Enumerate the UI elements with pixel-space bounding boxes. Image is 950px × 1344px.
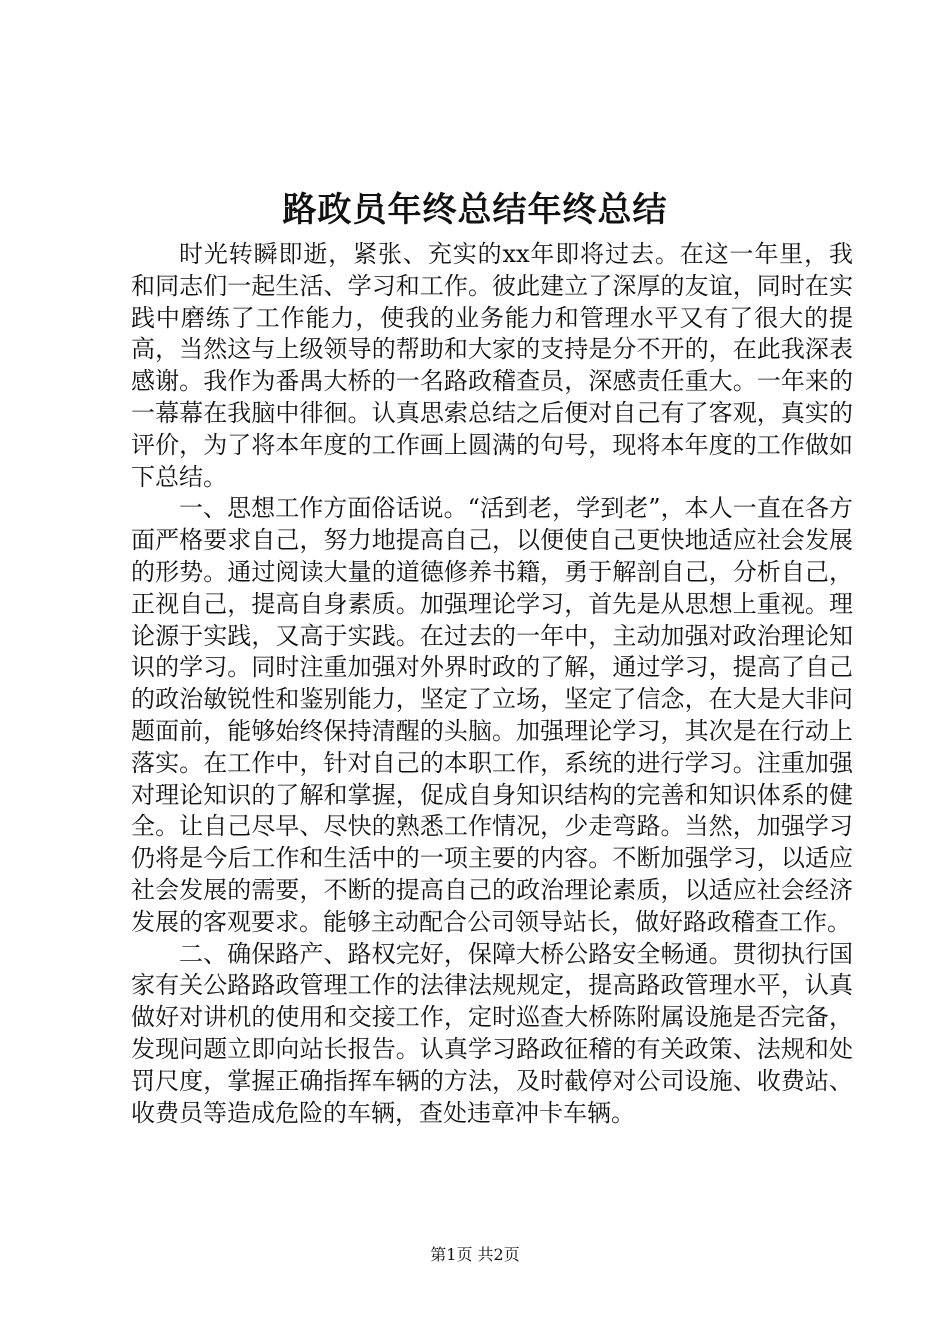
- document-body: [131, 239, 853, 1129]
- page-number-footer: 第1页 共2页: [430, 1245, 520, 1264]
- document-title: 路政员年终总结年终总结: [282, 190, 668, 230]
- paragraph-thought-work: 一、思想工作方面俗话说。“活到老，学到老”，本人一直在各方面严格要求自己，努力地提高自己，以便使自己更快地适应社会发展的形势。通过阅读大量的道德修养书籍，勇于解剖自己，分析自己，正视自己，提高自身素质。加强理论学习，首先是从思想上重视。理论源于实践，又高于实践。在过去的一年中，主动加强对政治理论知识的学习。同时注重加强对外界时政的了解，通过学习，提高了自己的政治敏锐性和鉴别能力，坚定了立场，坚定了信念，在大是大非问题面前，能够始终保持清醒的头脑。加强理论学习，其次是在行动上落实。在工作中，针对自己的本职工作，系统的进行学习。注重加强对理论知识的了解和掌握，促成自身知识结构的完善和知识体系的健全。让自己尽早、尽快的熟悉工作情况，少走弯路。当然，加强学习仍将是今后工作和生活中的一项主要的内容。不断加强学习，以适应社会发展的需要，不断的提高自己的政治理论素质，以适应社会经济发展的客观要求。能够主动配合公司领导站长，做好路政稽查工作。: [131, 494, 853, 936]
- paragraph-road-safety: 二、确保路产、路权完好，保障大桥公路安全畅通。贯彻执行国家有关公路路政管理工作的法律法规规定，提高路政管理水平，认真做好对讲机的使用和交接工作，定时巡查大桥陈附属设施是否完备，发现问题立即向站长报告。认真学习路政征稽的有关政策、法规和处罚尺度，掌握正确指挥车辆的方法，及时截停对公司设施、收费站、收费员等造成危险的车辆，查处违章冲卡车辆。: [131, 939, 853, 1127]
- paragraph-intro: 时光转瞬即逝，紧张、充实的xx年即将过去。在这一年里，我和同志们一起生活、学习和工作。彼此建立了深厚的友谊，同时在实践中磨练了工作能力，使我的业务能力和管理水平又有了很大的提高，当然这与上级领导的帮助和大家的支持是分不开的，在此我深表感谢。我作为番禺大桥的一名路政稽查员，深感责任重大。一年来的一幕幕在我脑中徘徊。认真思索总结之后便对自己有了客观，真实的评价，为了将本年度的工作画上圆满的句号，现将本年度的工作做如下总结。: [131, 240, 853, 491]
